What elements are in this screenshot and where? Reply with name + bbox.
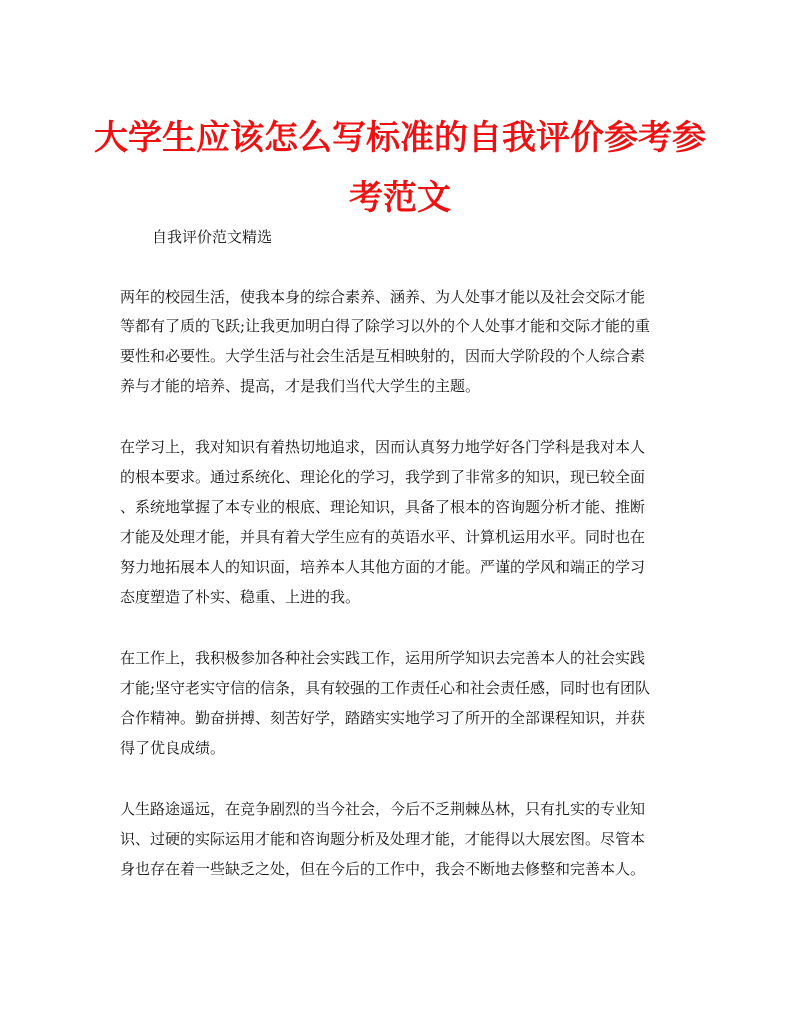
paragraph-2-line: 态度塑造了朴实、稳重、上进的我。 (120, 588, 361, 606)
paragraph-1-line: 要性和必要性。大学生活与社会生活是互相映射的，因而大学阶段的个人综合素 (120, 347, 646, 365)
paragraph-4-line: 识、过硬的实际运用才能和咨询题分析及处理才能，才能得以大展宏图。尽管本 (120, 830, 646, 848)
paragraph-2-line: 、系统地掌握了本专业的根底、理论知识，具备了根本的咨询题分析才能、推断 (120, 498, 646, 516)
paragraph-2-line: 的根本要求。通过系统化、理论化的学习，我学到了非常多的知识，现已较全面 (120, 468, 646, 486)
document-title-line-1: 大学生应该怎么写标准的自我评价参考参 (94, 118, 706, 158)
paragraph-3-line: 得了优良成绩。 (120, 739, 226, 757)
paragraph-3-line: 合作精神。勤奋拼搏、刻苦好学，踏踏实实地学习了所开的全部课程知识，并获 (120, 709, 646, 727)
paragraph-1-line: 养与才能的培养、提高，才是我们当代大学生的主题。 (120, 377, 481, 395)
paragraph-3-line: 在工作上，我积极参加各种社会实践工作，运用所学知识去完善本人的社会实践 (120, 649, 646, 667)
document-subtitle: 自我评价范文精选 (152, 228, 273, 246)
document-title-line-2: 考范文 (349, 178, 451, 218)
paragraph-2-line: 在学习上，我对知识有着热切地追求，因而认真努力地学好各门学科是我对本人 (120, 438, 646, 456)
paragraph-1-line: 两年的校园生活，使我本身的综合素养、涵养、为人处事才能以及社会交际才能 (120, 288, 646, 306)
paragraph-4-line: 人生路途遥远，在竞争剧烈的当今社会，今后不乏荆棘丛林，只有扎实的专业知 (120, 800, 646, 818)
paragraph-2-line: 努力地拓展本人的知识面，培养本人其他方面的才能。严谨的学风和端正的学习 (120, 558, 646, 576)
paragraph-3-line: 才能;坚守老实守信的信条，具有较强的工作责任心和社会责任感，同时也有团队 (120, 679, 651, 697)
paragraph-4-line: 身也存在着一些缺乏之处，但在今后的工作中，我会不断地去修整和完善本人。 (120, 860, 646, 878)
paragraph-2-line: 才能及处理才能，并具有着大学生应有的英语水平、计算机运用水平。同时也在 (120, 528, 646, 546)
paragraph-1-line: 等都有了质的飞跃;让我更加明白得了除学习以外的个人处事才能和交际才能的重 (120, 317, 651, 335)
